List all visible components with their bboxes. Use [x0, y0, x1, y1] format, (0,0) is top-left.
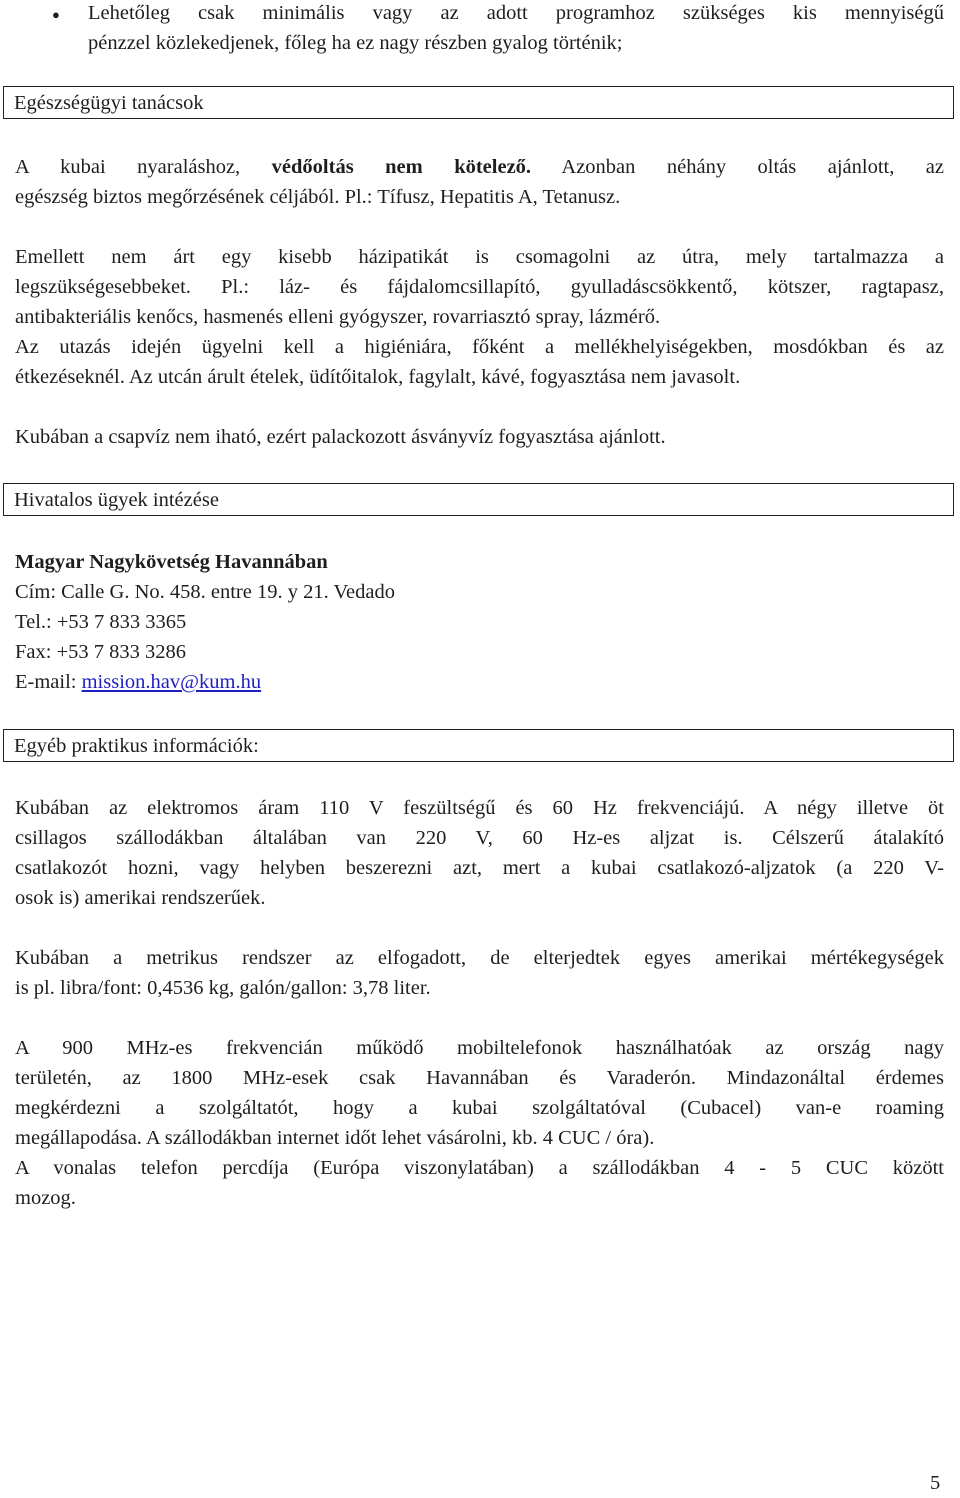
embassy-address: Cím: Calle G. No. 458. entre 19. y 21. Vedado	[15, 581, 395, 603]
section-heading-practical: Egyéb praktikus információk:	[14, 735, 259, 757]
practical-paragraph-3-line-4: megállapodása. A szállodákban internet időt lehet vásárolni, kb. 4 CUC / óra).	[15, 1127, 655, 1149]
practical-paragraph-1-line-3: csatlakozót hozni, vagy helyben beszerezni azt, mert a kubai csatlakozó-aljzatok (a 220 V-	[15, 857, 944, 879]
section-heading-box-health	[3, 86, 954, 119]
practical-paragraph-3-line-3: megkérdezni a szolgáltatót, hogy a kubai szolgáltatóval (Cubacel) van-e roaming	[15, 1097, 944, 1119]
section-heading-health: Egészségügyi tanácsok	[14, 92, 204, 114]
section-heading-box-official	[3, 483, 954, 516]
embassy-email-row	[15, 667, 944, 697]
bullet-line-2: pénzzel közlekedjenek, főleg ha ez nagy részben gyalog történik;	[88, 32, 623, 54]
page-number: 5	[930, 1472, 941, 1494]
practical-paragraph-3-line-2: területén, az 1800 MHz-esek csak Havannában és Varaderón. Mindazonáltal érdemes	[15, 1067, 944, 1089]
health-p1-bold: védőoltás nem kötelező.	[271, 156, 532, 178]
embassy-name: Magyar Nagykövetség Havannában	[15, 551, 328, 573]
health-paragraph-3-line-1: Az utazás idején ügyelni kell a higiéniára, főként a mellékhelyiségekben, mosdókban és az	[15, 336, 944, 358]
practical-paragraph-1-line-2: csillagos szállodákban általában van 220 V, 60 Hz-es aljzat is. Célszerű átalakító	[15, 827, 944, 849]
bullet-dot-icon: ●	[52, 7, 60, 22]
bullet-list-item	[0, 0, 960, 60]
health-paragraph-1-line-1	[15, 152, 944, 182]
health-paragraph-2-line-2: legszükségesebbeket. Pl.: láz- és fájdalomcsillapító, gyulladáscsökkentő, kötszer, ragtapasz,	[15, 276, 944, 298]
section-heading-official: Hivatalos ügyek intézése	[14, 489, 219, 511]
embassy-phone: Tel.: +53 7 833 3365	[15, 611, 187, 633]
email-link[interactable]: mission.hav@kum.hu	[81, 671, 262, 693]
practical-paragraph-2-line-2: is pl. libra/font: 0,4536 kg, galón/gallon: 3,78 liter.	[15, 977, 431, 999]
practical-paragraph-1-line-4: osok is) amerikai rendszerűek.	[15, 887, 266, 909]
practical-paragraph-4-line-1: A vonalas telefon percdíja (Európa viszonylatában) a szállodákban 4 - 5 CUC között	[15, 1157, 944, 1179]
health-paragraph-1-line-2: egészség biztos megőrzésének céljából. Pl.: Tífusz, Hepatitis A, Tetanusz.	[15, 186, 621, 208]
practical-paragraph-3-line-1: A 900 MHz-es frekvencián működő mobiltelefonok használhatóak az ország nagy	[15, 1037, 944, 1059]
section-heading-box-practical	[3, 729, 954, 762]
practical-paragraph-4-line-2: mozog.	[15, 1187, 76, 1209]
practical-paragraph-1-line-1: Kubában az elektromos áram 110 V feszültségű és 60 Hz frekvenciájú. A négy illetve öt	[15, 797, 944, 819]
practical-paragraph-2-line-1: Kubában a metrikus rendszer az elfogadott, de elterjedtek egyes amerikai mértékegységek	[15, 947, 944, 969]
email-label: E-mail:	[15, 671, 82, 693]
health-paragraph-2-line-1: Emellett nem árt egy kisebb házipatikát is csomagolni az útra, mely tartalmazza a	[15, 246, 944, 268]
health-paragraph-4: Kubában a csapvíz nem iható, ezért palackozott ásványvíz fogyasztása ajánlott.	[15, 426, 666, 448]
embassy-fax: Fax: +53 7 833 3286	[15, 641, 187, 663]
health-p1-start: A kubai nyaraláshoz,	[15, 156, 272, 178]
health-paragraph-2-line-3: antibakteriális kenőcs, hasmenés elleni gyógyszer, rovarriasztó spray, lázmérő.	[15, 306, 661, 328]
health-paragraph-3-line-2: étkezéseknél. Az utcán árult ételek, üdítőitalok, fagylalt, kávé, fogyasztása nem javasolt.	[15, 366, 741, 388]
health-p1-end: Azonban néhány oltás ajánlott, az	[531, 156, 945, 178]
bullet-line-1: Lehetőleg csak minimális vagy az adott programhoz szükséges kis mennyiségű	[88, 2, 944, 24]
